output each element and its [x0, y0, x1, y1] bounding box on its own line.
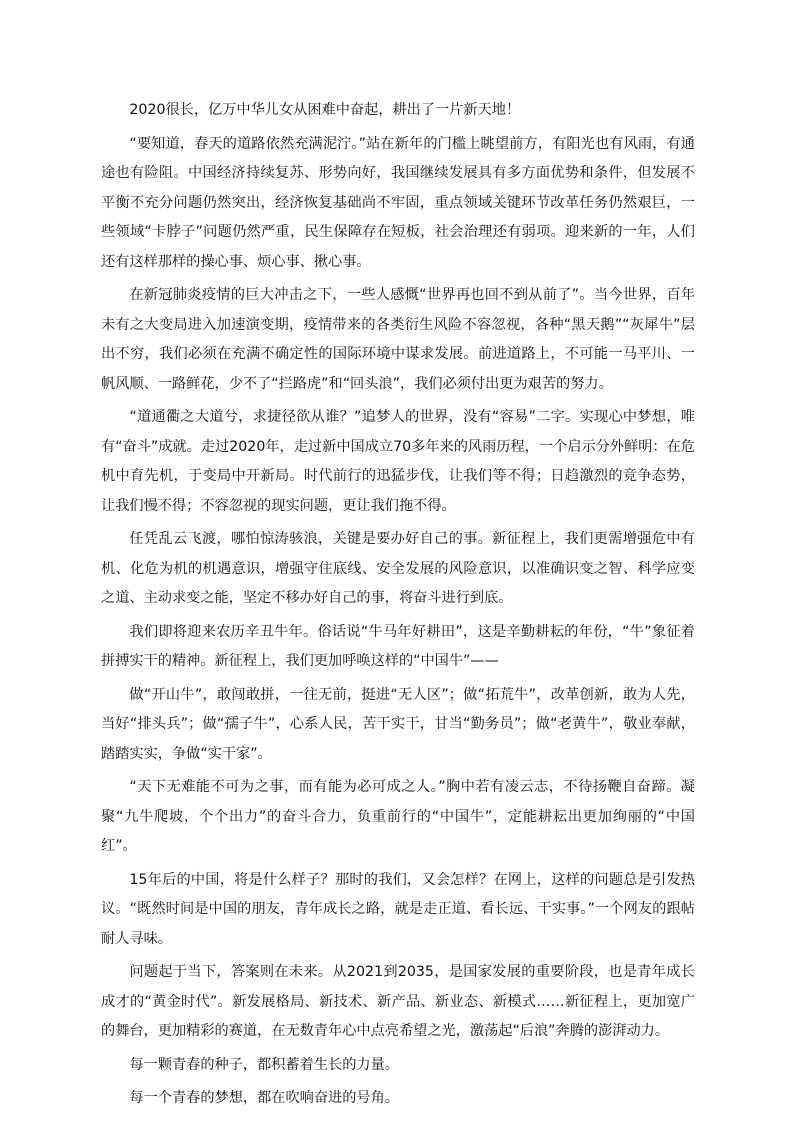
- paragraph: “天下无难能不可为之事，而有能为必可成之人。”胸中若有凌云志，不待扬鞭自奋蹄。凝聚“九牛爬坡，个个出力”的奋斗合力，负重前行的“中国牛”，定能耕耘出更加绚丽的“中国红”。: [101, 779, 695, 854]
- paragraph: 15年后的中国，将是什么样子？那时的我们，又会怎样？在网上，这样的问题总是引发热议。“既然时间是中国的朋友，青年成长之路，就是走正道、看长远、干实事。”一个网友的跟帖耐人寻味。: [101, 871, 695, 947]
- paragraph: 在新冠肺炎疫情的巨大冲击之下，一些人感慨“世界再也回不到从前了”。当今世界，百年未有之大变局进入加速演变期，疫情带来的各类衍生风险不容忽视，各种“黑天鹅”“灰犀牛”层出不穷，我们必须在充满不确定性的国际环境中谋求发展。前进道路上，不可能一马平川、一帆风顺、一路鲜花，少不了“拦路虎”和“回头浪”，我们必须付出更为艰苦的努力。: [101, 287, 695, 392]
- paragraph: 每一个青春的梦想，都在吹响奋进的号角。: [129, 1090, 399, 1106]
- paragraph: 我们即将迎来农历辛丑牛年。俗话说“牛马年好耕田”，这是辛勤耕耘的年份，“牛”象征着拼搏实干的精神。新征程上，我们更加呼唤这样的“中国牛”——: [101, 623, 695, 669]
- paragraph: 任凭乱云飞渡，哪怕惊涛骇浪，关键是要办好自己的事。新征程上，我们更需增强危中有机、化危为机的机遇意识，增强守住底线、安全发展的风险意识，以准确识变之智、科学应变之道、主动求变之能，坚定不移办好自己的事，将奋斗进行到底。: [101, 531, 695, 606]
- paragraph: 做“开山牛”，敢闯敢拼，一往无前，挺进“无人区”；做“拓荒牛”，改革创新，敢为人先，当好“排头兵”；做“孺子牛”，心系人民，苦干实干，甘当“勤务员”；做“老黄牛”，敬业奉献，踏踏实实，争做“实干家”。: [101, 686, 695, 762]
- paragraph: 问题起于当下，答案则在未来。从2021到2035，是国家发展的重要阶段，也是青年成长成才的“黄金时代”。新发展格局、新技术、新产品、新业态、新模式……新征程上，更加宽广的舞台，更加精彩的赛道，在无数青年心中点亮希望之光，激荡起“后浪”奔腾的澎湃动力。: [101, 964, 695, 1039]
- document-body: [101, 96, 695, 1118]
- paragraph: “要知道，春天的道路依然充满泥泞。”站在新年的门槛上眺望前方，有阳光也有风雨，有通途也有险阻。中国经济持续复苏、形势向好，我国继续发展具有多方面优势和条件，但发展不平衡不充分问题仍然突出，经济恢复基础尚不牢固，重点领域关键环节改革任务仍然艰巨，一些领域“卡脖子”问题仍然严重，民生保障存在短板，社会治理还有弱项。迎来新的一年，人们还有这样那样的操心事、烦心事、揪心事。: [101, 135, 695, 270]
- paragraph: 每一颗青春的种子，都积蓄着生长的力量。: [129, 1056, 399, 1073]
- paragraph: “道通衢之大道兮，求捷径欲从谁？”追梦人的世界，没有“容易”二字。实现心中梦想，唯有“奋斗”成就。走过2020年，走过新中国成立70多年来的风雨历程，一个启示分外鲜明：在危机中育先机，于变局中开新局。时代前行的迅猛步伐，让我们等不得；日趋激烈的竞争态势，让我们慢不得；不容忽视的现实问题，更让我们拖不得。: [101, 409, 695, 514]
- paragraph: 2020很长，亿万中华儿女从困难中奋起，耕出了一片新天地！: [129, 102, 521, 118]
